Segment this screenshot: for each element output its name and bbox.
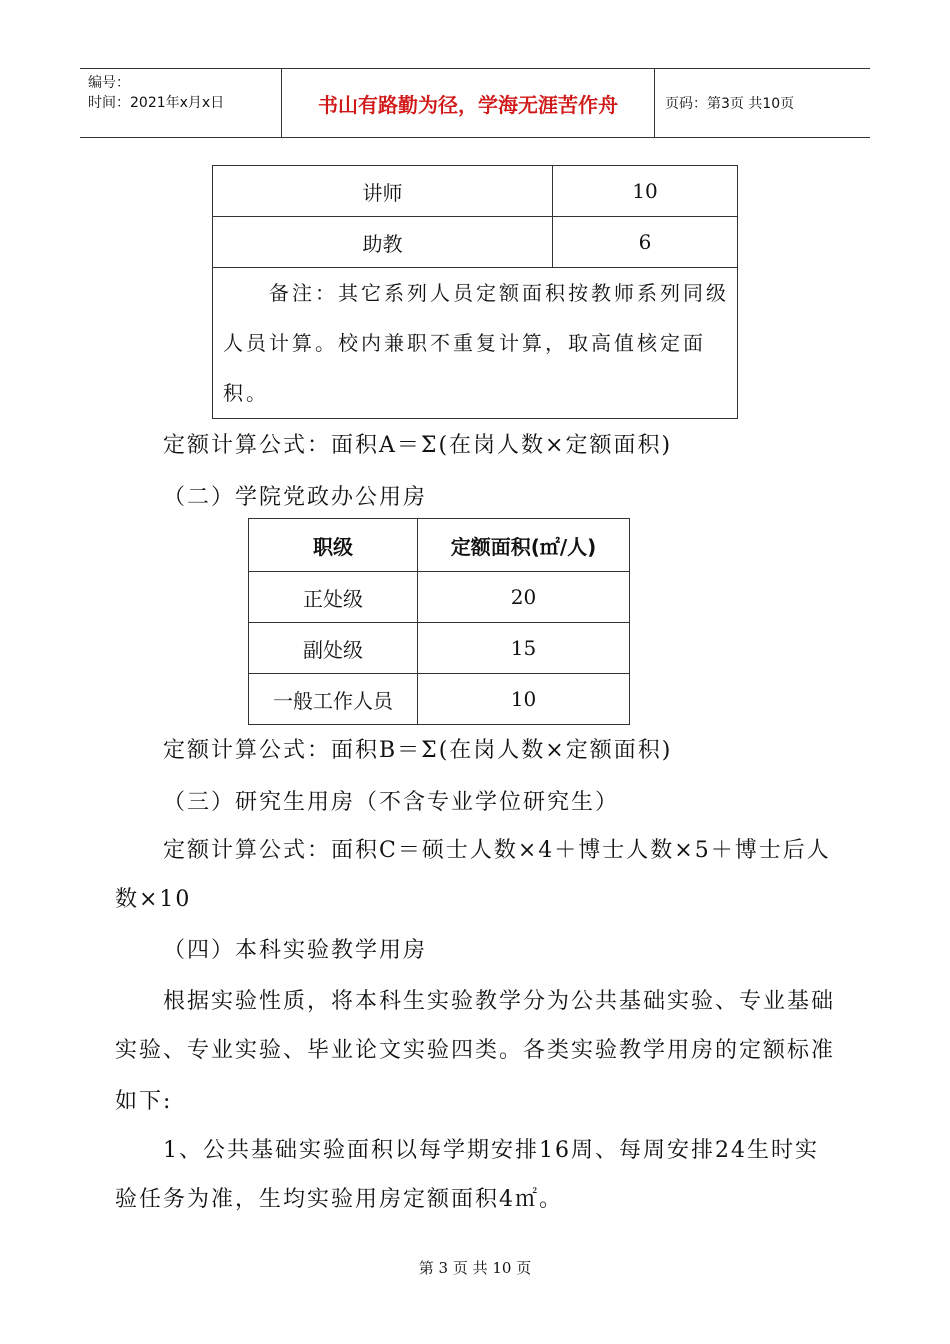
table-cell: 讲师 [213,166,553,217]
table-cell: 10 [553,166,738,217]
faculty-area-table [212,165,738,419]
table-cell: 10 [418,674,630,725]
section-2-title: （二）学院党政办公用房 [163,485,428,510]
table-row [213,166,738,217]
item-1-line-2: 验任务为准，生均实验用房定额面积4㎡。 [115,1187,563,1212]
table-cell: 15 [418,623,630,674]
formula-c-line-2: 数×10 [115,887,192,912]
table-row [213,217,738,268]
table-cell: 助教 [213,217,553,268]
table-cell: 6 [553,217,738,268]
table-cell: 一般工作人员 [249,674,418,725]
paragraph-line: 实验、专业实验、毕业论文实验四类。各类实验教学用房的定额标准 [115,1038,836,1063]
item-1-line-1: 1、公共基础实验面积以每学期安排16周、每周安排24生时实 [163,1138,819,1163]
table-row [249,623,630,674]
column-header: 职级 [249,519,418,572]
paragraph-line: 如下: [115,1089,173,1114]
date-label: 时间：2021年x月x日 [88,95,225,111]
page-header [80,68,870,138]
formula-b: 定额计算公式：面积B＝Σ(在岗人数×定额面积) [163,738,673,763]
formula-c-line-1: 定额计算公式：面积C＝硕士人数×4＋博士人数×5＋博士后人 [163,838,831,863]
serial-label: 编号： [88,75,130,91]
table-cell: 副处级 [249,623,418,674]
table-note: 备注：其它系列人员定额面积按教师系列同级人员计算。校内兼职不重复计算，取高值核定面积。 [213,268,738,419]
column-header: 定额面积(㎡/人) [418,519,630,572]
table-header-row [249,519,630,572]
header-meta [80,69,282,137]
table-row [213,268,738,419]
table-cell: 正处级 [249,572,418,623]
header-page-info: 页码：第3页 共10页 [665,96,795,112]
section-3-title: （三）研究生用房（不含专业学位研究生） [163,790,620,815]
paragraph-line: 根据实验性质，将本科生实验教学分为公共基础实验、专业基础 [163,989,836,1014]
page-footer: 第 3 页 共 10 页 [418,1259,532,1277]
admin-area-table [248,518,630,725]
table-cell: 20 [418,572,630,623]
header-motto: 书山有路勤为径，学海无涯苦作舟 [282,69,655,137]
section-4-title: （四）本科实验教学用房 [163,938,428,963]
table-row [249,572,630,623]
formula-a: 定额计算公式：面积A＝Σ(在岗人数×定额面积) [163,433,673,458]
table-row [249,674,630,725]
